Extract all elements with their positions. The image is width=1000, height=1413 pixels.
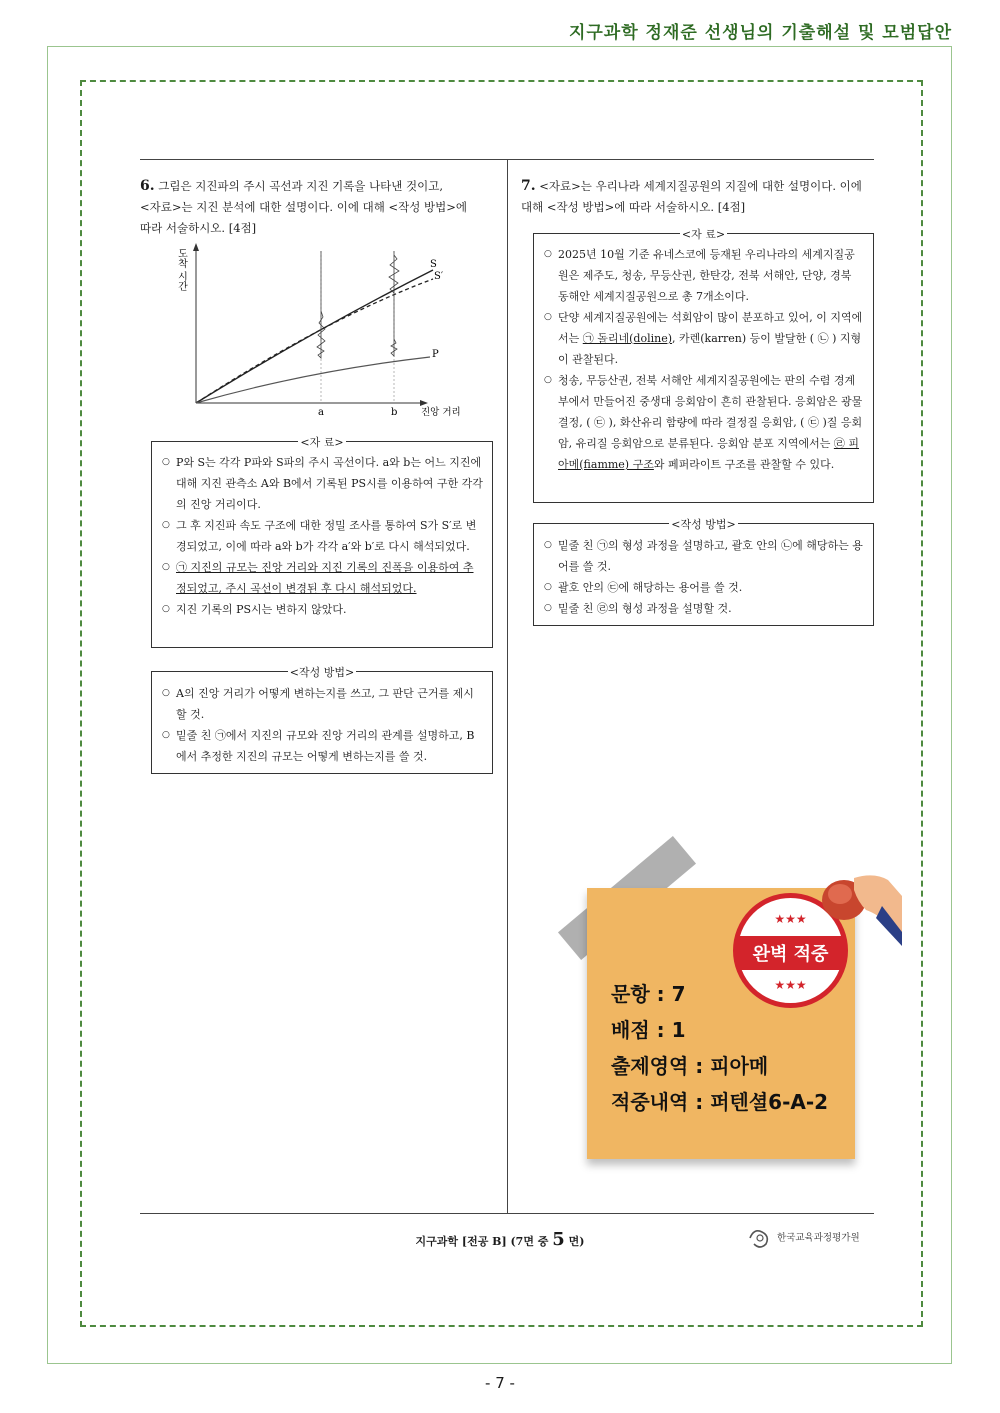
stamp-hand-icon bbox=[818, 866, 902, 946]
intro-line: 따라 서술하시오. [4점] bbox=[140, 221, 257, 235]
intro-line: <자료>는 우리나라 세계지질공원의 지질에 대한 설명이다. 이에 bbox=[539, 179, 862, 193]
question-number: 7. bbox=[521, 178, 536, 194]
seismogram-b bbox=[389, 251, 399, 356]
method-item: ○ 괄호 안의 ㉢에 해당하는 용어를 쓸 것. bbox=[538, 577, 865, 598]
box-title: <작성 방법> bbox=[289, 666, 355, 679]
method-item: ○ A의 진앙 거리가 어떻게 변하는지를 쓰고, 그 판단 근거를 제시할 것. bbox=[156, 683, 484, 725]
figure-ylabel: 도착 시간 bbox=[175, 248, 187, 292]
station-label-b: b bbox=[391, 407, 398, 418]
figure-xlabel: 진앙 거리 bbox=[421, 407, 461, 418]
box-title: <작성 방법> bbox=[671, 518, 736, 531]
data-item: ○ 2025년 10월 기준 유네스코에 등재된 우리나라의 세계지질공원은 제주도, 청송, 무등산권, 한탄강, 전북 서해안, 단양, 경북 동해안 세계지질공원으로 총 7개소이다. bbox=[538, 244, 865, 307]
q7-data-box bbox=[533, 228, 874, 503]
data-item: ○ P와 S는 각각 P파와 S파의 주시 곡선이다. a와 b는 어느 지진에 대해 지진 관측소 A와 B에서 기록된 PS시를 이용하여 구한 각각의 진앙 거리이다. bbox=[156, 452, 484, 515]
station-label-a: a bbox=[318, 407, 324, 418]
column-divider bbox=[507, 159, 508, 1213]
data-item bbox=[538, 370, 865, 475]
data-text: 와 페퍼라이트 구조를 관찰할 수 있다. bbox=[653, 458, 835, 471]
box-title: <자 료> bbox=[681, 228, 726, 241]
p-curve bbox=[196, 357, 430, 403]
data-item: ○ 그 후 지진파 속도 구조에 대한 정밀 조사를 통하여 S가 S′로 변경되었고, 이에 따라 a와 b가 각각 a′와 b′로 다시 해석되었다. bbox=[156, 515, 484, 557]
stars-icon: ★★★ bbox=[774, 978, 807, 992]
underlined-term: ㉠ 돌리네(doline) bbox=[582, 332, 673, 345]
s-curve bbox=[196, 270, 433, 403]
stamp-text: 완벽 적중 bbox=[738, 936, 843, 970]
kice-logo-icon bbox=[746, 1226, 774, 1250]
curve-label-p: P bbox=[432, 349, 439, 360]
q6-data-box bbox=[151, 436, 493, 648]
method-item: ○ 밑줄 친 ㉣의 형성 과정을 설명할 것. bbox=[538, 598, 865, 619]
footer-page: 5 bbox=[552, 1229, 565, 1250]
note-line: 문항 : 7 bbox=[611, 982, 686, 1006]
note-line: 배점 : 1 bbox=[611, 1018, 686, 1042]
curve-label-s: S bbox=[430, 259, 437, 270]
question-7 bbox=[521, 176, 876, 218]
footer-suffix: 면) bbox=[564, 1235, 585, 1248]
curve-label-s-prime: S′ bbox=[434, 271, 444, 282]
data-item bbox=[538, 307, 865, 370]
question-6 bbox=[140, 176, 495, 239]
q7-method-box bbox=[533, 518, 874, 626]
underlined-term: ㉣ 피아메(fiamme) 구조 bbox=[558, 437, 859, 471]
marker: ㉠ bbox=[176, 561, 191, 574]
bottom-rule bbox=[140, 1213, 874, 1214]
org-name: 한국교육과정평가원 bbox=[777, 1232, 860, 1244]
data-item-text: 지진의 규모는 진앙 거리와 지진 기록의 진폭을 이용하여 추정되었고, 주시 곡선이 변경된 후 다시 해석되었다. bbox=[176, 561, 474, 595]
data-item bbox=[156, 557, 484, 599]
data-text: , 카렌(karren) 등이 발달한 ( ㉡ ) 지형이 관찰된다. bbox=[558, 332, 862, 366]
intro-line: 대해 <작성 방법>에 따라 서술하시오. [4점] bbox=[521, 200, 746, 214]
note-line: 적중내역 : 퍼텐셜6-A-2 bbox=[611, 1090, 829, 1114]
page-number: - 7 - bbox=[485, 1374, 515, 1392]
method-item: ○ 밑줄 친 ㉠에서 지진의 규모와 진앙 거리의 관계를 설명하고, B에서 추정한 지진의 규모는 어떻게 변하는지를 쓸 것. bbox=[156, 725, 484, 767]
intro-line: 그림은 지진파의 주시 곡선과 지진 기록을 나타낸 것이고, bbox=[158, 179, 444, 193]
q6-method-box bbox=[151, 666, 493, 774]
data-text: 청송, 무등산권, 전북 서해안 세계지질공원에는 판의 수렴 경계부에서 만들어진 중생대 응회암이 흔히 관찰된다. 응회암은 광물 결정, ( ㉢ ), 화산유리 함량에 따라 결정질 응회암, ( ㉢ )질 응회암, 유리질 응회암으로 분류된다. 응회암 분포 지역에서는 bbox=[558, 374, 863, 450]
stars-icon: ★★★ bbox=[774, 912, 807, 926]
data-item: ○ 지진 기록의 PS시는 변하지 않았다. bbox=[156, 599, 484, 620]
s-prime-curve bbox=[196, 279, 433, 403]
data-text: 단양 세계지질공원에는 석회암이 많이 분포하고 있어, 이 지역에서는 bbox=[558, 311, 863, 345]
footer-prefix: 지구과학 [전공 B] (7면 중 bbox=[415, 1235, 553, 1248]
travel-time-figure bbox=[175, 243, 468, 423]
note-line: 출제영역 : 피아메 bbox=[611, 1054, 769, 1078]
intro-line: <자료>는 지진 분석에 대한 설명이다. 이에 대해 <작성 방법>에 bbox=[140, 200, 467, 214]
question-number: 6. bbox=[140, 178, 155, 194]
seismogram-a bbox=[317, 251, 325, 358]
footer-logo bbox=[746, 1226, 860, 1250]
method-item: ○ 밑줄 친 ㉠의 형성 과정을 설명하고, 괄호 안의 ㉡에 해당하는 용어를 쓸 것. bbox=[538, 535, 865, 577]
box-title: <자 료> bbox=[300, 436, 344, 449]
header-title: 지구과학 정재준 선생님의 기출해설 및 모범답안 bbox=[568, 23, 952, 43]
